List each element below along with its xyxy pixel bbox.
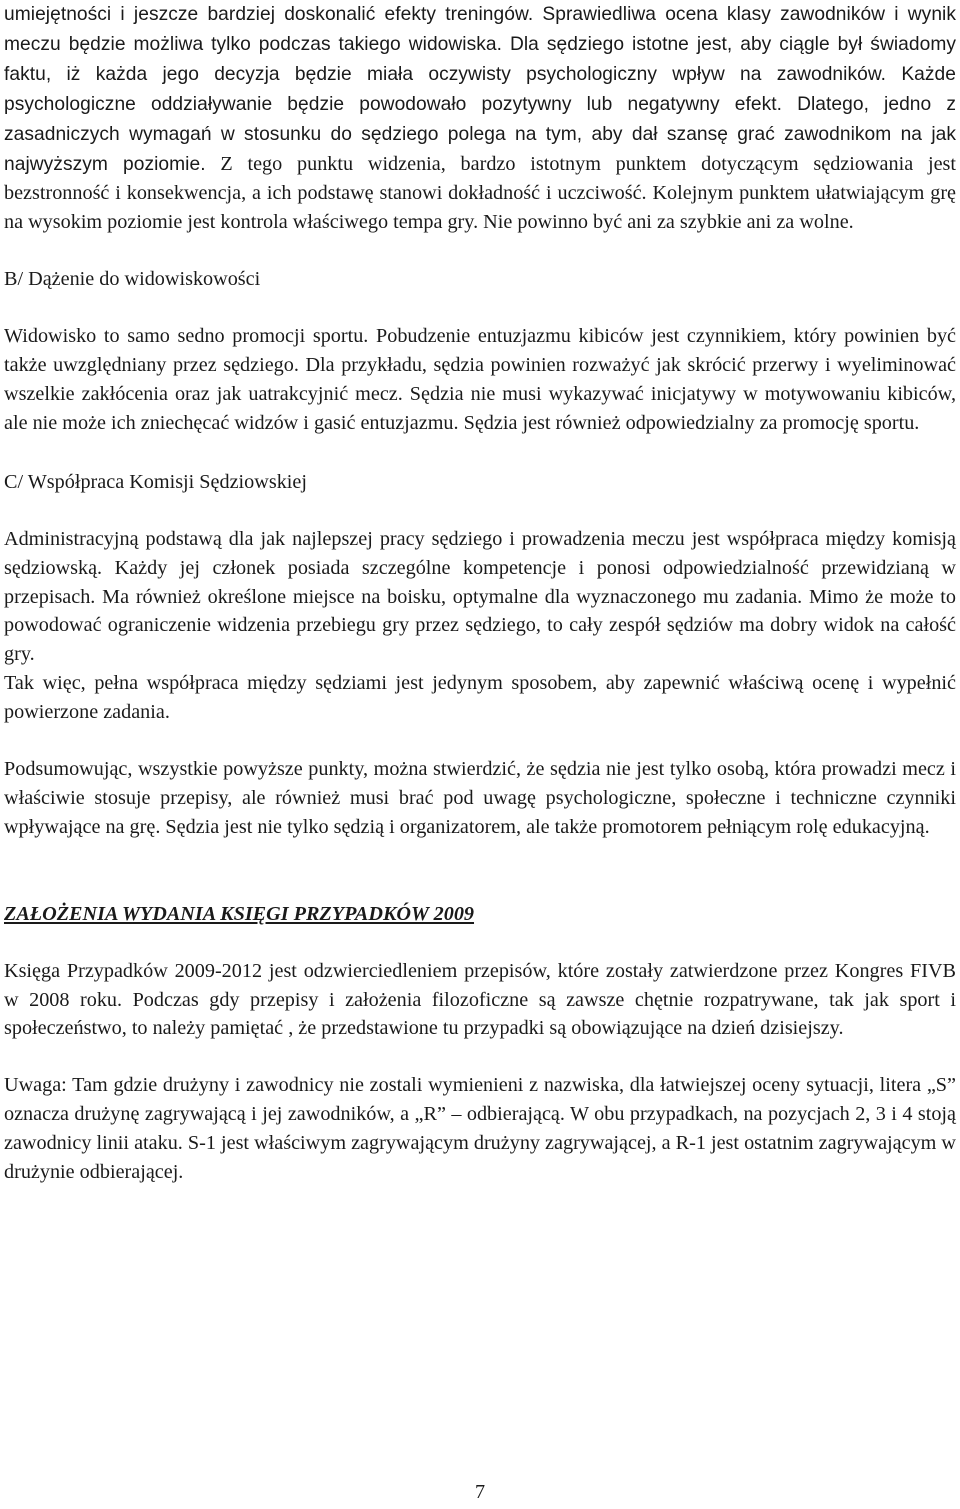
page-number: 7	[474, 1481, 486, 1503]
intro-paragraph	[4, 0, 956, 237]
section-c-paragraph: Administracyjną podstawą dla jak najlepszej pracy sędziego i prowadzenia meczu jest współpraca między komisją sędziowską. Każdy jej członek posiada szczególne kompetencje i ponosi odpowiedzialność przewidzianą w przepisach. Ma również określone miejsce na boisku, optymalne dla wyznaczonego mu zadania. Mimo że może to powodować ograniczenie widzenia przebiegu gry przez sędziego, to cały zespół sędziów ma dobry widok na całość gry.	[4, 527, 956, 666]
summary-paragraph: Podsumowując, wszystkie powyższe punkty, można stwierdzić, że sędzia nie jest tylko osobą, która prowadzi mecz i właściwie stosuje przepisy, ale również musi brać pod uwagę psychologiczne, społeczne i techniczne czynniki wpływające na grę. Sędzia jest nie tylko sędzią i organizatorem, ale także promotorem pełniącym rolę edukacyjną.	[4, 758, 956, 838]
section-c-paragraph-2: Tak więc, pełna współpraca między sędziami jest jedynym sposobem, aby zapewnić właściwą ocenę i wypełnić powierzone zadania.	[4, 672, 956, 724]
section-c-heading: C/ Współpraca Komisji Sędziowskiej	[4, 470, 307, 493]
main-section-paragraph: Księga Przypadków 2009-2012 jest odzwierciedleniem przepisów, które zostały zatwierdzone przez Kongres FIVB w 2008 roku. Podczas gdy przepisy i założenia filozoficzne są zawsze chętnie rozpatrywane, tak jak sport i społeczeństwo, to należy pamiętać , że przedstawione tu przypadki są obowiązujące na dzień dzisiejszy.	[4, 959, 956, 1040]
section-b-heading: B/ Dążenie do widowiskowości	[4, 268, 261, 291]
section-b-paragraph: Widowisko to samo sedno promocji sportu. Pobudzenie entuzjazmu kibiców jest czynnikiem, który powinien być także uwzględniany przez sędziego. Dla przykładu, sędzia powinien rozważyć jak skrócić przerwy i wyeliminować wszelkie zakłócenia oraz jak uatrakcyjnić mecz. Sędzia nie musi wykazywać inicjatywy w motywowaniu kibiców, ale nie może ich zniechęcać widzów i gasić entuzjazmu. Sędzia jest również odpowiedzialny za promocję sportu.	[4, 325, 956, 434]
main-section-heading: ZAŁOŻENIA WYDANIA KSIĘGI PRZYPADKÓW 2009	[4, 902, 475, 925]
intro-text-part1: umiejętności i jeszcze bardziej doskonalić efekty treningów. Sprawiedliwa ocena klasy zawodników i wynik meczu będzie możliwa tylko podczas takiego widowiska. Dla sędziego istotne jest, aby ciągle był świadomy faktu, iż każda jego decyzja będzie miała oczywisty psychologiczny wpływ na zawodników. Każde psychologiczne oddziaływanie będzie powodowało pozytywny lub negatywny efekt. Dlatego, jedno z zasadniczych wymagań w stosunku do sędziego polega na tym, aby dał szansę grać zawodnikom na jak najwyższym poziomie.	[4, 4, 956, 175]
main-section-note-paragraph: Uwaga: Tam gdzie drużyny i zawodnicy nie zostali wymienieni z nazwiska, dla łatwiejszej oceny sytuacji, litera „S” oznacza drużynę zagrywającą i jej zawodników, a „R” – odbierającą. W obu przypadkach, na pozycjach 2, 3 i 4 stoją zawodnicy linii ataku. S-1 jest właściwym zagrywającym drużyny zagrywającej, a R-1 jest ostatnim zagrywającym w drużynie odbierającej.	[4, 1074, 956, 1184]
document-page	[4, 0, 956, 1187]
intro-text-part2: Z tego punktu widzenia, bardzo istotnym punktem dotyczącym sędziowania jest bezstronność i konsekwencja, a ich podstawę stanowi dokładność i uczciwość. Kolejnym punktem ułatwiającym grę na wysokim poziomie jest kontrola właściwego tempa gry. Nie powinno być ani za szybkie ani za wolne.	[4, 152, 956, 234]
